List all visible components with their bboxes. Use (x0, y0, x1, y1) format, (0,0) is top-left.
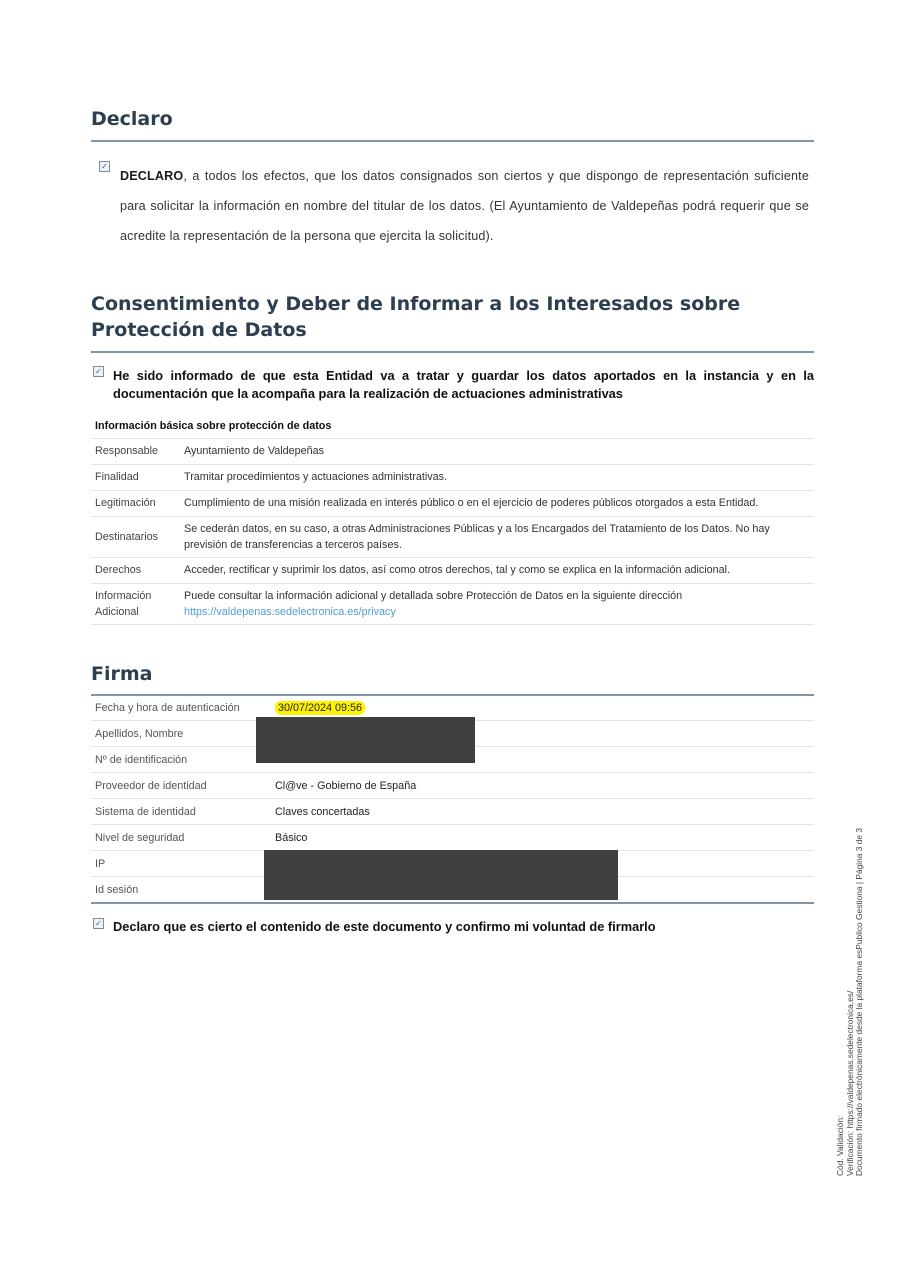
row-label: Responsable (91, 438, 180, 464)
row-value (180, 583, 814, 624)
checked-checkbox-icon: ✓ (93, 366, 104, 377)
row-value: Cl@ve - Gobierno de España (271, 773, 814, 799)
table-title: Información básica sobre protección de datos (91, 414, 814, 438)
declaro-title: Declaro (91, 108, 173, 130)
consent-title: Consentimiento y Deber de Informar a los Interesados sobre Protección de Datos (91, 293, 741, 341)
row-label: Apellidos, Nombre (91, 721, 271, 747)
consent-statement: He sido informado de que esta Entidad va a tratar y guardar los datos aportados en la instancia y en la documentación que la acompaña para la realización de actuaciones administrativas (113, 368, 814, 401)
table-row (91, 557, 814, 583)
row-label: Fecha y hora de autenticación (91, 695, 271, 721)
row-label: Proveedor de identidad (91, 773, 271, 799)
declaro-statement (120, 161, 809, 251)
redacted-name-block (256, 717, 475, 763)
row-label: Nº de identificación (91, 747, 271, 773)
privacy-link[interactable]: https://valdepenas.sedelectronica.es/privacy (184, 605, 396, 618)
row-value: Ayuntamiento de Valdepeñas (180, 438, 814, 464)
checked-checkbox-icon: ✓ (93, 918, 104, 929)
row-label: Nivel de seguridad (91, 825, 271, 851)
row-label: Derechos (91, 557, 180, 583)
auth-date-highlight: 30/07/2024 09:56 (275, 701, 365, 715)
table-row (91, 490, 814, 516)
firma-header (91, 661, 814, 696)
row-value: Se cederán datos, en su caso, a otras Administraciones Públicas y a los Encargados del Tratamiento de los Datos. No hay previsión de transferencias a terceros países. (180, 516, 814, 557)
data-protection-table (91, 414, 814, 625)
side-line-3: Documento firmado electrónicamente desde la plataforma esPublico Gestiona | Página 3 de 3 (854, 827, 864, 1176)
row-value: Claves concertadas (271, 799, 814, 825)
declaro-header (91, 106, 814, 142)
firma-title: Firma (91, 663, 153, 685)
firma-confirm-statement: Declaro que es cierto el contenido de este documento y confirmo mi voluntad de firmarlo (113, 919, 656, 934)
row-label: Destinatarios (91, 516, 180, 557)
row-label: Información Adicional (91, 583, 180, 624)
side-validation-footer (836, 776, 865, 1176)
row-label: Id sesión (95, 883, 139, 896)
row-value: Básico (271, 825, 814, 851)
row-value: Cumplimiento de una misión realizada en interés público o en el ejercicio de poderes públicos otorgados a esta Entidad. (180, 490, 814, 516)
table-row (91, 516, 814, 557)
extra-info-text: Puede consultar la información adicional y detallada sobre Protección de Datos en la siguiente dirección (184, 589, 683, 602)
table-row (91, 464, 814, 490)
consent-header (91, 291, 814, 353)
table-row (91, 583, 814, 624)
row-label: Legitimación (91, 490, 180, 516)
redacted-ip-block (264, 850, 618, 900)
row-label: IP (91, 851, 271, 877)
table-row (91, 799, 814, 825)
row-label: Finalidad (91, 464, 180, 490)
declaro-body: , a todos los efectos, que los datos consignados son ciertos y que dispongo de representación suficiente para solicitar la información en nombre del titular de los datos. (El Ayuntamiento de Valdepeñas podrá requerir que se acredite la representación de la persona que ejercita la solicitud). (120, 169, 809, 243)
row-value: Tramitar procedimientos y actuaciones administrativas. (180, 464, 814, 490)
checked-checkbox-icon: ✓ (99, 161, 110, 172)
row-label: Sistema de identidad (91, 799, 271, 825)
declaro-strong: DECLARO (120, 169, 184, 183)
table-row (91, 825, 814, 851)
side-line-2: Verificación: https://valdepenas.sedelectronica.es/ (844, 990, 855, 1176)
table-row (91, 773, 814, 799)
side-line-1: Cód. Validación: (835, 1115, 845, 1176)
row-value: Acceder, rectificar y suprimir los datos, así como otros derechos, tal y como se explica en la información adicional. (180, 557, 814, 583)
table-row (91, 438, 814, 464)
